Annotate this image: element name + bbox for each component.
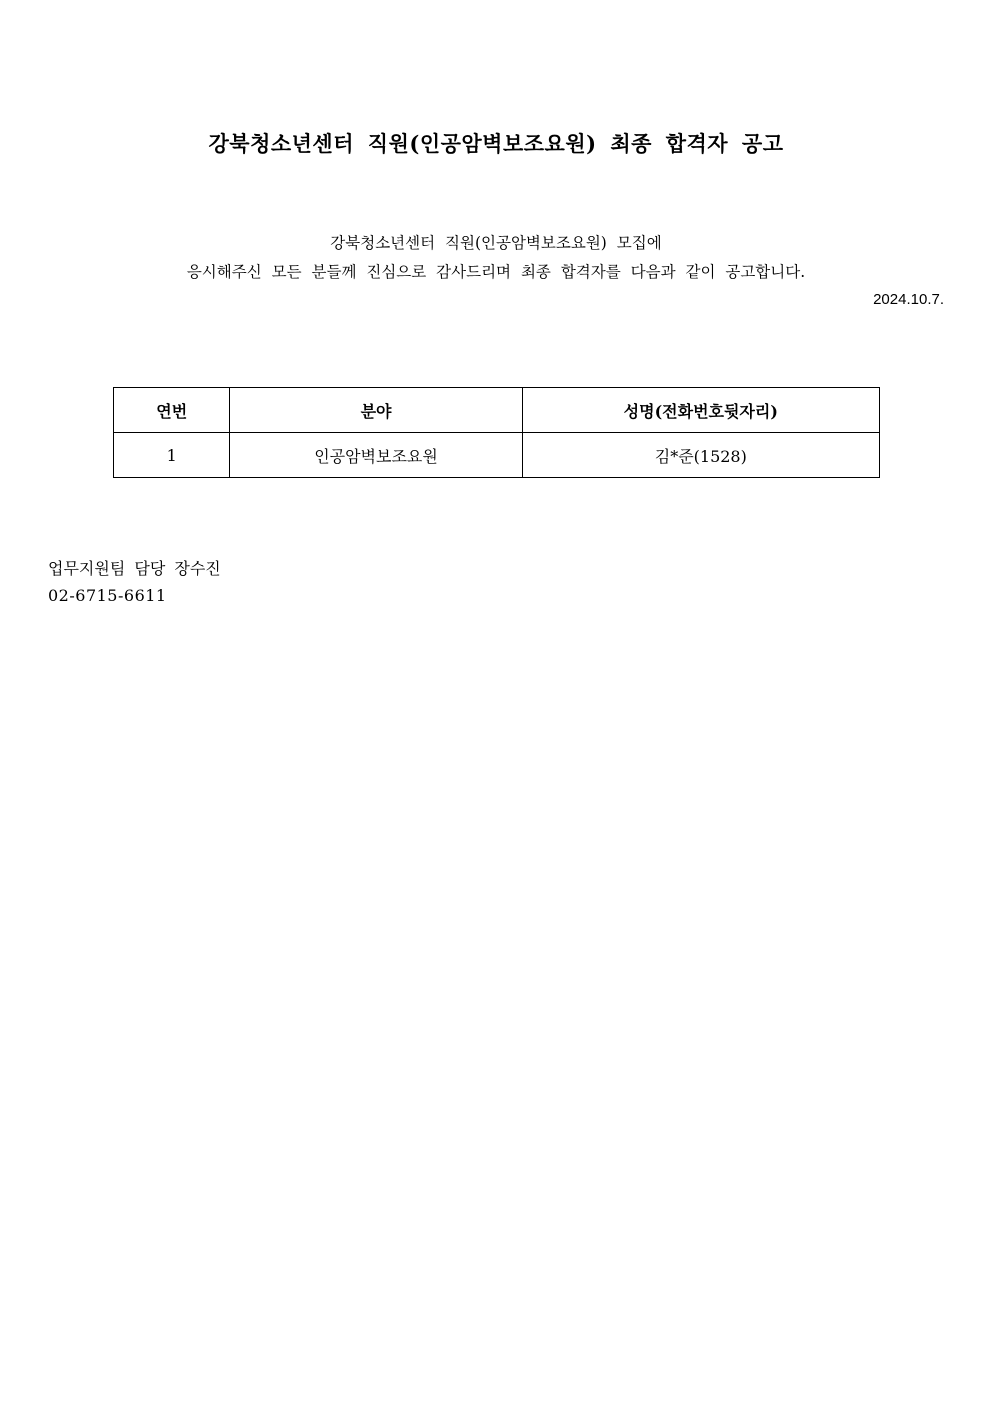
header-number: 연번: [114, 388, 230, 433]
header-name-phone: 성명(전화번호뒷자리): [522, 388, 879, 433]
table-header-row: [114, 388, 880, 433]
announcement-date: 2024.10.7.: [873, 291, 944, 308]
table-row: [114, 433, 880, 478]
intro-line-1: 강북청소년센터 직원(인공암벽보조요원) 모집에: [330, 234, 662, 252]
cell-number: 1: [114, 433, 230, 478]
results-table: [113, 387, 880, 478]
contact-team: 업무지원팀 담당 장수진: [48, 559, 221, 578]
header-field: 분야: [230, 388, 522, 433]
intro-line-2: 응시해주신 모든 분들께 진심으로 감사드리며 최종 합격자를 다음과 같이 공고합니다.: [186, 263, 806, 281]
contact-phone: 02-6715-6611: [48, 586, 167, 605]
cell-name-phone: 김*준(1528): [522, 433, 879, 478]
page-title: 강북청소년센터 직원(인공암벽보조요원) 최종 합격자 공고: [208, 131, 784, 156]
cell-field: 인공암벽보조요원: [230, 433, 522, 478]
